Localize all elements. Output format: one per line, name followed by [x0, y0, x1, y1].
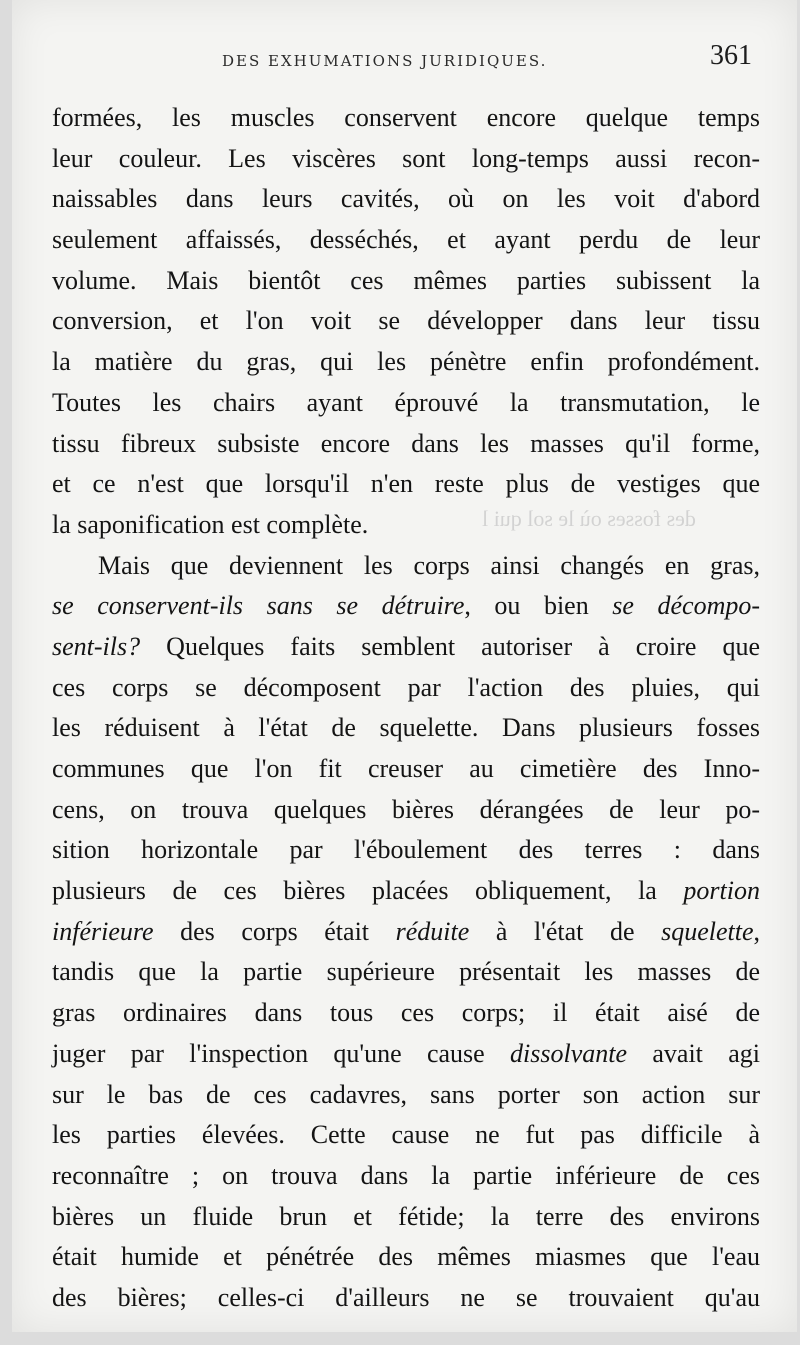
text-fragment: , ou bien [464, 591, 613, 621]
italic-phrase: portion [683, 876, 760, 906]
text-line: naissables dans leurs cavités, où on les voit d'abord [52, 184, 760, 214]
running-head: DES EXHUMATIONS JURIDIQUES. [222, 52, 548, 70]
paragraph-end-line: la saponification est complète. [52, 509, 369, 539]
paragraph-start-line: Mais que deviennent les corps ainsi changés en gras, [98, 550, 760, 580]
text-line: seulement affaissés, desséchés, et ayant perdu de leur [52, 225, 760, 255]
text-line: volume. Mais bientôt ces mêmes parties subissent la [52, 265, 760, 295]
text-line: Toutes les chairs ayant éprouvé la transmutation, le [52, 387, 760, 417]
text-line: gras ordinaires dans tous ces corps; il était aisé de [52, 998, 760, 1028]
text-line: cens, on trouva quelques bières dérangées de leur po- [52, 794, 760, 824]
italic-phrase: réduite [395, 916, 470, 946]
italic-phrase: dissolvante [510, 1038, 628, 1068]
text-line: conversion, et l'on voit se développer dans leur tissu [52, 306, 760, 336]
book-page [12, 0, 797, 1332]
text-line: tissu fibreux subsiste encore dans les masses qu'il forme, [52, 428, 760, 458]
text-line: ces corps se décomposent par l'action des pluies, qui [52, 672, 760, 702]
italic-phrase: se décompo- [612, 591, 760, 621]
text-line: les parties élevées. Cette cause ne fut pas difficile à [52, 1120, 760, 1150]
text-line-italic-mix [52, 627, 760, 668]
text-line: communes que l'on fit creuser au cimetière des Inno- [52, 754, 760, 783]
show-through-text: des fosses où le sol qui l [482, 506, 696, 531]
text-line: sition horizontale par l'éboulement des terres : dans [52, 835, 760, 865]
text-fragment: plusieurs de ces bières placées obliquement, la [52, 876, 684, 906]
text-line: formées, les muscles conservent encore quelque temps [52, 103, 760, 132]
text-line-italic-mix [52, 1034, 760, 1075]
text-fragment: juger par l'inspection qu'une cause [52, 1038, 511, 1068]
text-line: la matière du gras, qui les pénètre enfin profondément. [52, 347, 760, 377]
text-fragment: Quelques faits semblent autoriser à croire que [140, 631, 760, 661]
text-fragment: des corps était [153, 916, 396, 946]
text-fragment: à l'état de [469, 916, 662, 946]
page-number: 361 [710, 40, 752, 71]
text-line: leur couleur. Les viscères sont long-temps aussi recon- [52, 143, 760, 173]
text-line: bières un fluide brun et fétide; la terre des environs [52, 1201, 760, 1231]
text-line: sur le bas de ces cadavres, sans porter son action sur [52, 1079, 760, 1109]
text-line: reconnaître ; on trouva dans la partie inférieure de ces [52, 1160, 760, 1190]
text-line: tandis que la partie supérieure présentait les masses de [52, 957, 760, 987]
text-line-italic-mix [52, 871, 760, 912]
italic-phrase: sent-ils? [52, 631, 141, 661]
body-text [52, 98, 760, 1319]
text-line: des bières; celles-ci d'ailleurs ne se trouvaient qu'au [52, 1282, 760, 1312]
italic-phrase: inférieure [52, 916, 154, 946]
text-line: les réduisent à l'état de squelette. Dans plusieurs fosses [52, 713, 760, 743]
text-line-italic-mix [52, 586, 760, 627]
italic-phrase: se conservent-ils sans se détruire [52, 591, 465, 621]
text-line-italic-mix [52, 912, 760, 953]
italic-phrase: squelette [661, 916, 754, 946]
text-fragment: , [753, 916, 760, 946]
text-line: et ce n'est que lorsqu'il n'en reste plus de vestiges que [52, 469, 760, 499]
text-line: était humide et pénétrée des mêmes miasmes que l'eau [52, 1242, 760, 1272]
text-fragment: avait agi [627, 1038, 760, 1068]
